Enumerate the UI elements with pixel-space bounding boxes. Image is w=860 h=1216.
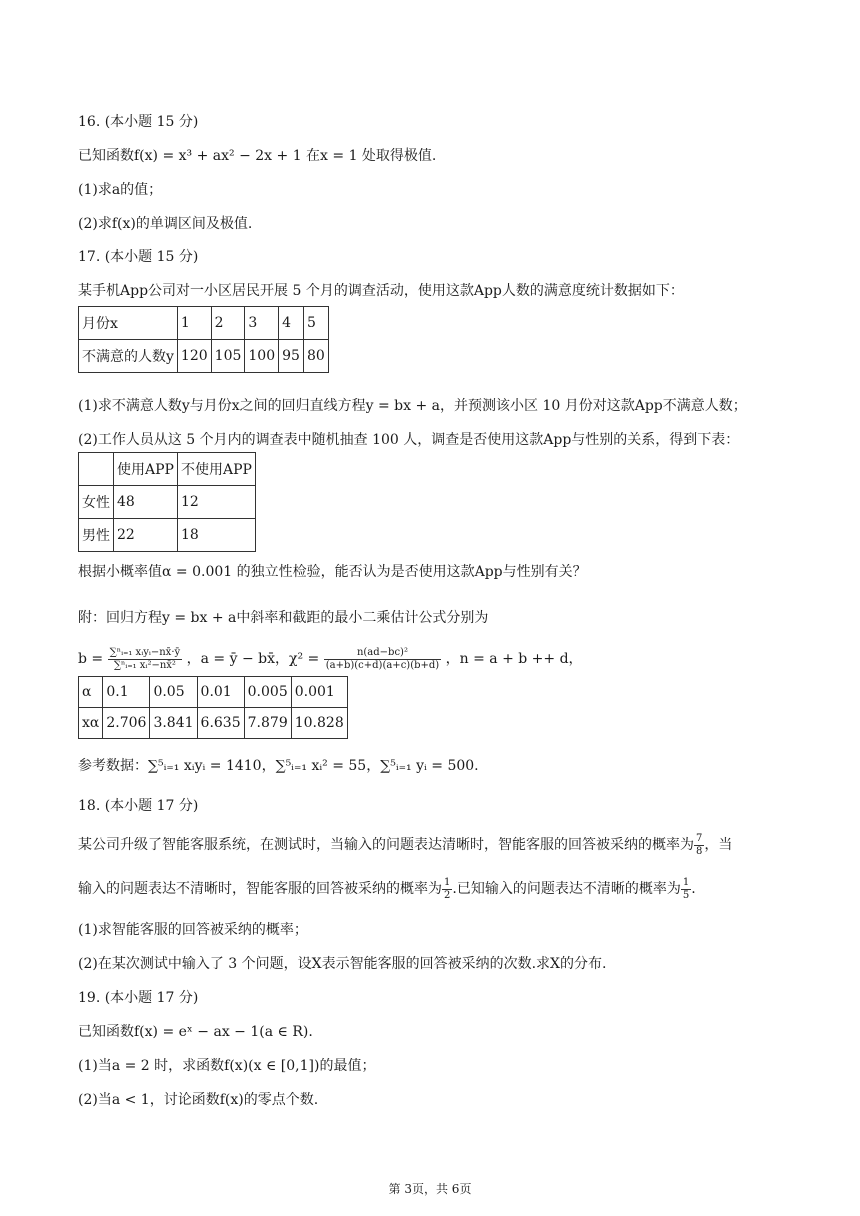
q17-part3: 根据小概率值α = 0.001 的独立性检验，能否认为是否使用这款App与性别有关？ — [78, 564, 587, 580]
table-cell: 120 — [177, 340, 211, 373]
table-cell: 18 — [177, 519, 255, 552]
q18-part2: (2)在某次测试中输入了 3 个问题，设X表示智能客服的回答被采纳的次数.求X的分布. — [78, 956, 607, 972]
chi-numerator: n(ad−bc)² — [324, 647, 441, 660]
denominator: 5 — [682, 889, 690, 901]
table-cell: 80 — [303, 340, 328, 373]
table-row — [79, 486, 256, 519]
b-denominator: ∑ⁿᵢ₌₁ xᵢ²−nx̄² — [113, 659, 176, 671]
chi-fraction — [324, 647, 441, 672]
q19-title: 19. (本小题 17 分) — [78, 990, 199, 1006]
table-cell: 5 — [303, 307, 328, 340]
q18-line1 — [78, 832, 732, 858]
table-row — [79, 519, 256, 552]
q17-stem: 某手机App公司对一小区居民开展 5 个月的调查活动，使用这款App人数的满意度统计数据如下： — [78, 283, 684, 299]
table-cell: 3.841 — [150, 708, 197, 739]
q17-note: 附：回归方程y = bx + a中斜率和截距的最小二乘估计公式分别为 — [78, 610, 489, 626]
table-cell: 0.1 — [103, 677, 150, 708]
q16-part2: (2)求f(x)的单调区间及极值. — [78, 216, 253, 232]
table-cell: 2 — [211, 307, 245, 340]
table-cell: 10.828 — [291, 708, 347, 739]
table-cell: 1 — [177, 307, 211, 340]
b-label: b = — [78, 651, 104, 667]
q17-formula — [78, 644, 583, 674]
q17-title: 17. (本小题 15 分) — [78, 249, 199, 265]
table-row — [79, 677, 348, 708]
q18-line2 — [78, 876, 696, 902]
q17-table-monthly — [78, 306, 329, 373]
table-cell: 48 — [114, 486, 178, 519]
table-cell: 不使用APP — [177, 453, 255, 486]
q18-part1: (1)求智能客服的回答被采纳的概率； — [78, 922, 308, 938]
table-cell: xα — [79, 708, 103, 739]
q18-text: 输入的问题表达不清晰时，智能客服的回答被采纳的概率为 — [78, 881, 442, 897]
q16-part1: (1)求a的值； — [78, 182, 163, 198]
table-cell: 2.706 — [103, 708, 150, 739]
q19-part2: (2)当a < 1，讨论函数f(x)的零点个数. — [78, 1092, 319, 1108]
table-cell: 女性 — [79, 486, 114, 519]
table-cell: 22 — [114, 519, 178, 552]
table-cell: 100 — [245, 340, 279, 373]
q18-text: .已知输入的问题表达不清晰的概率为 — [452, 881, 681, 897]
numerator: 1 — [682, 876, 690, 888]
n-formula: ，n = a + b ++ d， — [445, 651, 583, 667]
table-cell: 105 — [211, 340, 245, 373]
table-cell: 月份x — [79, 307, 178, 340]
q17-table-gender — [78, 452, 256, 552]
q18-text: ，当 — [704, 837, 733, 853]
table-row — [79, 340, 329, 373]
table-row — [79, 708, 348, 739]
table-cell: 6.635 — [197, 708, 244, 739]
table-cell: 3 — [245, 307, 279, 340]
q17-part1: (1)求不满意人数y与月份x之间的回归直线方程y = bx + a，并预测该小区 10 月份对这款App不满意人数； — [78, 398, 747, 414]
page-footer: 第 3页，共 6页 — [388, 1182, 472, 1196]
table-cell: 男性 — [79, 519, 114, 552]
chi-denominator: (a+b)(c+d)(a+c)(b+d) — [325, 659, 440, 671]
q18-text: . — [691, 881, 696, 897]
table-cell: 7.879 — [244, 708, 291, 739]
numerator: 1 — [444, 876, 451, 888]
q17-table-critical — [78, 676, 348, 739]
table-cell: 12 — [177, 486, 255, 519]
table-cell: 0.005 — [244, 677, 291, 708]
table-row — [79, 307, 329, 340]
table-cell: α — [79, 677, 103, 708]
table-cell — [79, 453, 114, 486]
table-row — [79, 453, 256, 486]
q19-stem: 已知函数f(x) = eˣ − ax − 1(a ∈ R). — [78, 1024, 313, 1040]
b-fraction — [108, 647, 183, 672]
fraction — [681, 877, 691, 902]
a-formula: ，a = ȳ − bx̄，χ² = — [186, 651, 320, 667]
b-numerator: ∑ⁿᵢ₌₁ xᵢyᵢ−nx̄·ȳ — [109, 646, 181, 658]
q18-title: 18. (本小题 17 分) — [78, 798, 199, 814]
q16-stem: 已知函数f(x) = x³ + ax² − 2x + 1 在x = 1 处取得极值. — [78, 148, 437, 164]
table-cell: 0.01 — [197, 677, 244, 708]
denominator: 2 — [444, 889, 451, 901]
q16-title: 16. (本小题 15 分) — [78, 114, 199, 130]
q17-reference: 参考数据：∑⁵ᵢ₌₁ xᵢyᵢ = 1410，∑⁵ᵢ₌₁ xᵢ² = 55，∑⁵ᵢ₌₁ yᵢ = 500. — [78, 758, 479, 774]
table-cell: 使用APP — [114, 453, 178, 486]
q17-part2: (2)工作人员从这 5 个月内的调查表中随机抽查 100 人，调查是否使用这款App与性别的关系，得到下表： — [78, 432, 740, 448]
numerator: 7 — [696, 832, 703, 844]
table-cell: 0.05 — [150, 677, 197, 708]
table-cell: 不满意的人数y — [79, 340, 178, 373]
fraction — [694, 833, 704, 858]
table-cell: 4 — [279, 307, 304, 340]
denominator: 8 — [696, 845, 703, 857]
table-cell: 0.001 — [291, 677, 347, 708]
fraction — [442, 877, 452, 902]
q19-part1: (1)当a = 2 时，求函数f(x)(x ∈ [0,1])的最值； — [78, 1058, 376, 1074]
q18-text: 某公司升级了智能客服系统，在测试时，当输入的问题表达清晰时，智能客服的回答被采纳的概率为 — [78, 837, 694, 853]
table-cell: 95 — [279, 340, 304, 373]
